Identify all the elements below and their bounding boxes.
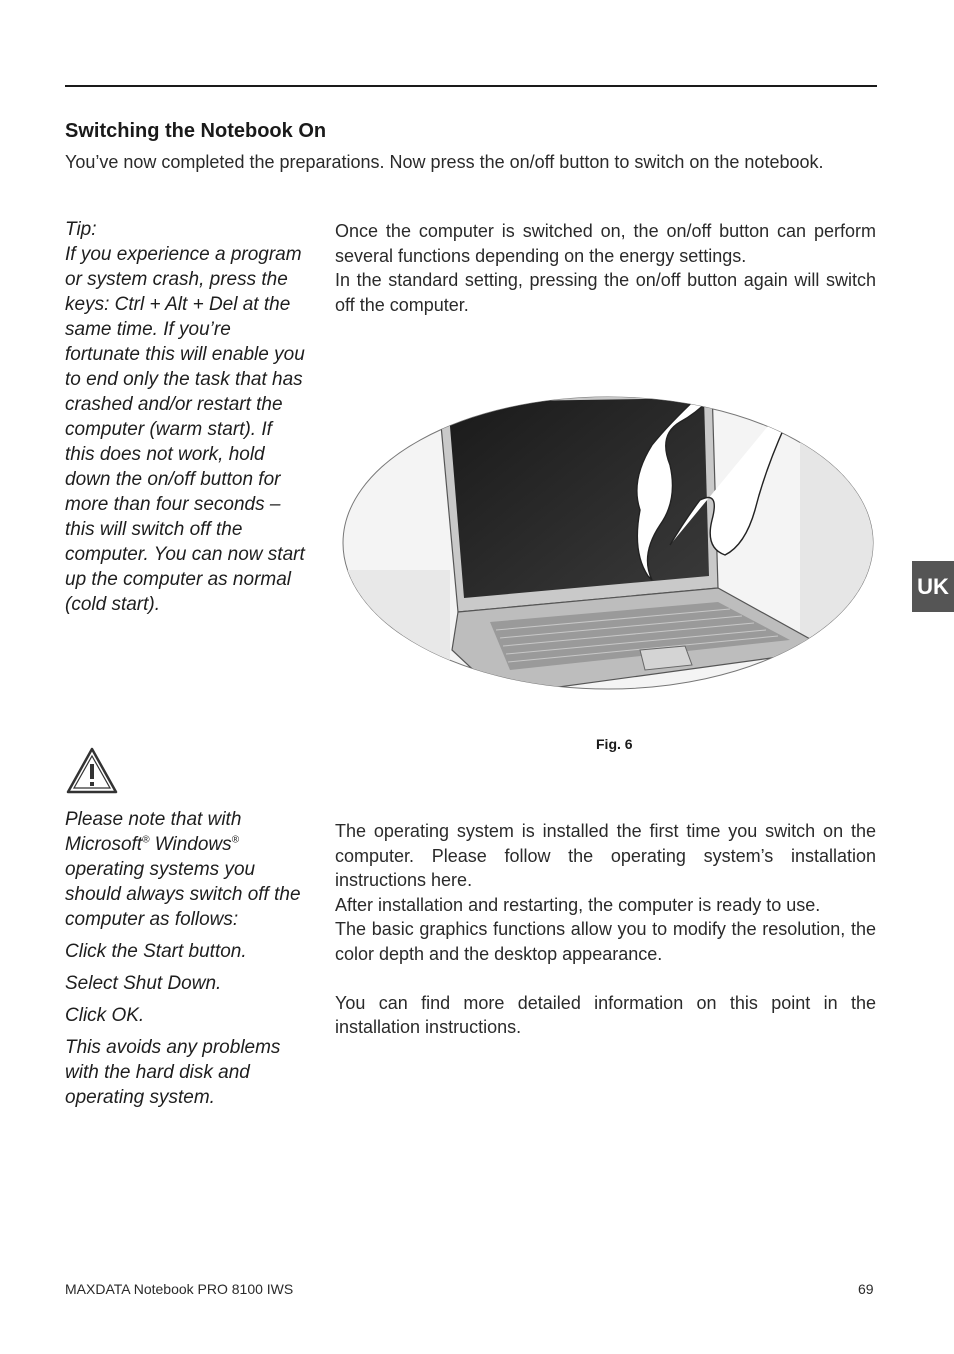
main-bottom-para-1: The operating system is installed the first time you switch on the computer. Please follow the operating system’s installation instructions here. [335,821,876,890]
language-tab-uk: UK [912,561,954,612]
main-top-para-1: Once the computer is switched on, the on/off button can perform several functions depending on the energy settings. [335,221,876,266]
tip-box [65,217,305,617]
section-title: Switching the Notebook On [65,120,327,142]
footer-product-name: MAXDATA Notebook PRO 8100 IWS [65,1281,294,1297]
tip-label: Tip: [65,219,97,240]
note-outro: This avoids any problems with the hard disk and operating system. [65,1037,281,1108]
note-step-3: Click OK. [65,1005,145,1026]
registered-mark: ® [142,834,150,846]
warning-triangle-icon [66,747,118,795]
note-step-1: Click the Start button. [65,941,247,962]
main-top-para-2: In the standard setting, pressing the on/off button again will switch off the computer. [335,270,876,315]
power-button-description [335,219,876,317]
laptop-power-button-illustration [340,350,880,695]
main-bottom-para-2: After installation and restarting, the computer is ready to use. [335,894,821,915]
figure-caption: Fig. 6 [596,736,633,752]
tip-text: If you experience a program or system crash, press the keys: Ctrl + Alt + Del at the same time. If you’re fortunate this will enable you to end only the task that has crashed and/or restart the computer (warm start). If this does not work, hold down the on/off button for more than four seconds – this will switch off the computer. You can now start up the computer as normal (cold start). [65,244,305,615]
header-rule [65,85,877,87]
registered-mark: ® [231,834,240,846]
operating-system-section [335,819,876,1040]
main-bottom-para-3: The basic graphics functions allow you to modify the resolution, the color depth and the desktop appearance. [335,919,876,964]
page-number: 69 [858,1281,874,1297]
note-intro: Please note that with Microsoft® Windows® operating systems you should always switch off the computer as follows: [65,809,301,930]
note-step-2: Select Shut Down. [65,973,222,994]
main-bottom-para-4: You can find more detailed information on this point in the installation instructions. [335,992,876,1037]
intro-paragraph: You’ve now completed the preparations. Now press the on/off button to switch on the notebook. [65,152,824,172]
windows-shutdown-note [65,807,305,1117]
